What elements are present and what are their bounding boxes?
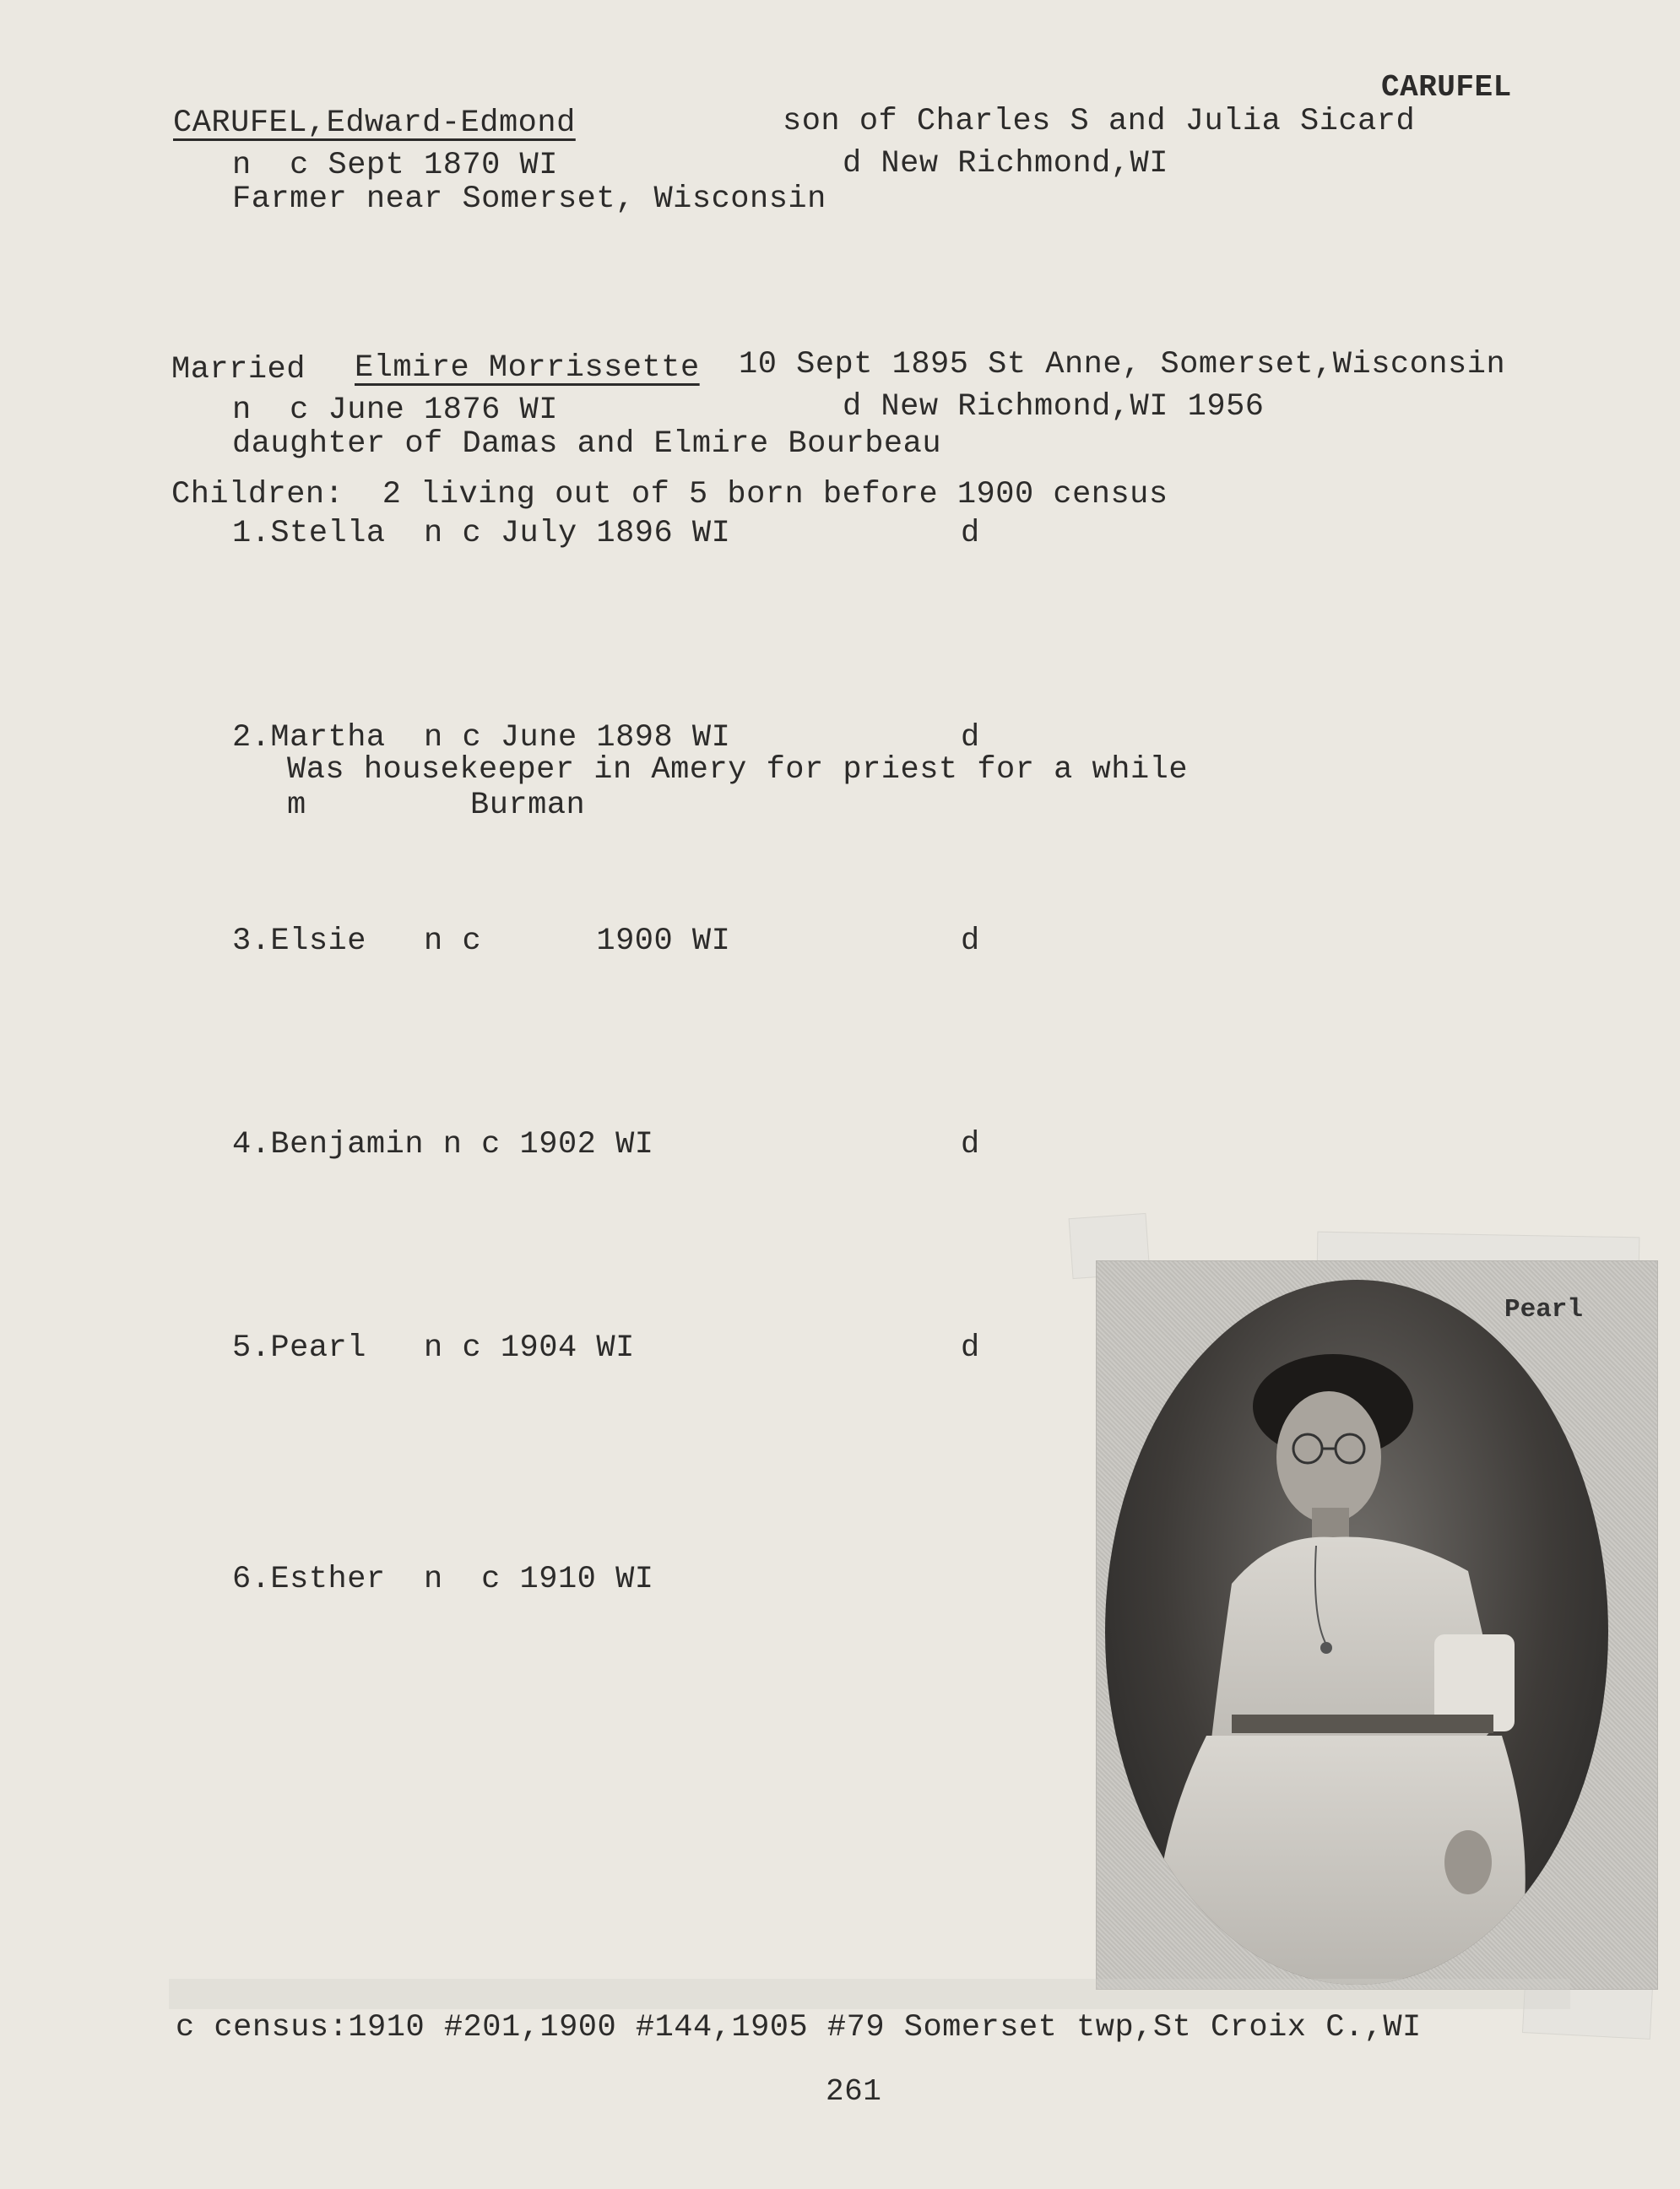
child-entry: 6.Esther n c 1910 WI bbox=[232, 1562, 654, 1597]
subject-parents: son of Charles S and Julia Sicard bbox=[783, 104, 1416, 139]
header-surname: CARUFEL bbox=[1381, 70, 1512, 105]
subject-birth: n c Sept 1870 WI bbox=[232, 148, 558, 183]
spouse-death: d New Richmond,WI 1956 bbox=[843, 389, 1265, 425]
child-note: Was housekeeper in Amery for priest for a while bbox=[287, 752, 1189, 788]
portrait-photo bbox=[1096, 1260, 1658, 1990]
child-death: d bbox=[961, 1330, 980, 1366]
portrait-figure bbox=[1105, 1280, 1608, 1985]
child-entry: 2.Martha n c June 1898 WI bbox=[232, 720, 731, 756]
spouse-name: Elmire Morrissette bbox=[355, 350, 700, 386]
child-death: d bbox=[961, 720, 980, 756]
child-married-prefix: m bbox=[287, 788, 306, 823]
subject-name: CARUFEL,Edward-Edmond bbox=[173, 106, 576, 141]
child-married-to: Burman bbox=[470, 788, 586, 823]
child-death: d bbox=[961, 516, 980, 551]
child-entry: 4.Benjamin n c 1902 WI bbox=[232, 1127, 654, 1162]
portrait-oval bbox=[1105, 1280, 1608, 1985]
children-summary: Children: 2 living out of 5 born before 1900 census bbox=[171, 477, 1168, 512]
ghost-text-band bbox=[169, 1979, 1570, 2009]
child-entry: 1.Stella n c July 1896 WI bbox=[232, 516, 731, 551]
spouse-parents: daughter of Damas and Elmire Bourbeau bbox=[232, 426, 942, 462]
subject-occupation: Farmer near Somerset, Wisconsin bbox=[232, 182, 826, 217]
photo-label: Pearl bbox=[1504, 1295, 1584, 1325]
subject-death: d New Richmond,WI bbox=[843, 146, 1168, 182]
marriage-prefix: Married bbox=[171, 352, 306, 387]
child-entry: 5.Pearl n c 1904 WI bbox=[232, 1330, 635, 1366]
marriage-details: 10 Sept 1895 St Anne, Somerset,Wisconsin bbox=[739, 347, 1506, 382]
census-line: c census:1910 #201,1900 #144,1905 #79 Somerset twp,St Croix C.,WI bbox=[176, 2010, 1422, 2045]
page-number: 261 bbox=[826, 2074, 882, 2109]
child-death: d bbox=[961, 924, 980, 959]
child-death: d bbox=[961, 1127, 980, 1162]
spouse-birth: n c June 1876 WI bbox=[232, 393, 558, 428]
child-entry: 3.Elsie n c 1900 WI bbox=[232, 924, 731, 959]
